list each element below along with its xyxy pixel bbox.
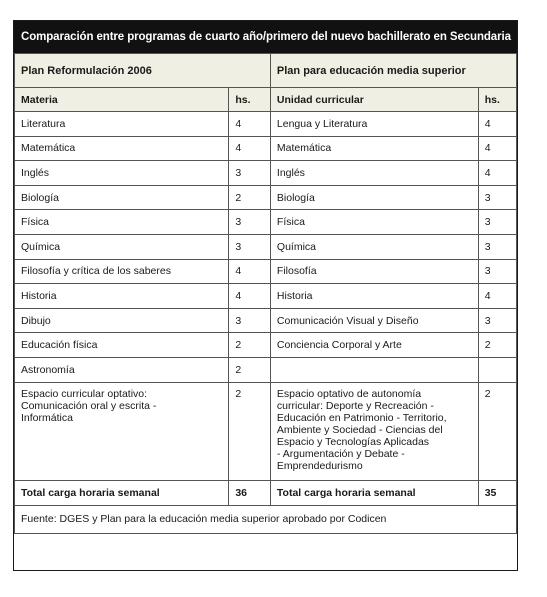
cell-unidad (270, 357, 478, 382)
cell-hours-right: 3 (478, 234, 516, 259)
cell-hours-left: 2 (229, 357, 271, 382)
table-row (15, 185, 517, 210)
optional-unidad-line: Espacio optativo de autonomía (276, 387, 422, 400)
cell-hours-right: 4 (478, 136, 516, 161)
table-row (15, 210, 517, 235)
cell-materia: Astronomía (15, 357, 229, 382)
optional-unidad-line: Educación en Patrimonio - Territorio, (276, 411, 447, 424)
total-left-label: Total carga horaria semanal (15, 480, 229, 505)
plan-header-row (15, 54, 517, 88)
table-title: Comparación entre programas de cuarto año/primero del nuevo bachillerato en Secundaria (14, 21, 517, 53)
cell-materia: Inglés (15, 161, 229, 186)
header-hours-left: hs. (229, 88, 271, 112)
optional-unidad-line: - Argumentación y Debate - (276, 447, 405, 460)
cell-hours-right: 2 (478, 333, 516, 358)
cell-hours-left: 2 (229, 382, 271, 480)
table-row (15, 136, 517, 161)
cell-unidad-optional (270, 382, 478, 480)
total-right-label: Total carga horaria semanal (270, 480, 478, 505)
optional-materia-line: Informática (21, 411, 73, 424)
cell-hours-right: 3 (478, 210, 516, 235)
cell-unidad: Matemática (270, 136, 478, 161)
cell-unidad: Filosofía (270, 259, 478, 284)
table-row (15, 259, 517, 284)
table-row (15, 357, 517, 382)
cell-materia: Educación física (15, 333, 229, 358)
cell-hours-left: 4 (229, 284, 271, 309)
comparison-table-frame (13, 20, 518, 571)
optional-unidad-line: curricular: Deporte y Recreación - (276, 399, 434, 412)
cell-unidad: Comunicación Visual y Diseño (270, 308, 478, 333)
cell-hours-right: 3 (478, 185, 516, 210)
cell-hours-right: 3 (478, 259, 516, 284)
table-row (15, 234, 517, 259)
cell-hours-left: 3 (229, 308, 271, 333)
cell-materia: Filosofía y crítica de los saberes (15, 259, 229, 284)
comparison-table (14, 53, 517, 534)
source-row (15, 505, 517, 533)
cell-unidad: Conciencia Corporal y Arte (270, 333, 478, 358)
optional-unidad-line: Emprendedurismo (276, 459, 363, 472)
header-hours-right: hs. (478, 88, 516, 112)
cell-materia: Literatura (15, 112, 229, 137)
cell-materia: Historia (15, 284, 229, 309)
cell-unidad: Inglés (270, 161, 478, 186)
cell-hours-left: 2 (229, 333, 271, 358)
cell-hours-right: 4 (478, 284, 516, 309)
cell-hours-right: 3 (478, 308, 516, 333)
header-materia: Materia (15, 88, 229, 112)
cell-materia: Dibujo (15, 308, 229, 333)
cell-hours-left: 3 (229, 234, 271, 259)
optional-materia-line: Espacio curricular optativo: (21, 387, 148, 400)
cell-materia: Química (15, 234, 229, 259)
cell-hours-right (478, 357, 516, 382)
cell-materia: Biología (15, 185, 229, 210)
cell-hours-left: 3 (229, 210, 271, 235)
cell-unidad: Historia (270, 284, 478, 309)
cell-hours-right: 4 (478, 161, 516, 186)
table-row (15, 284, 517, 309)
cell-hours-left: 4 (229, 259, 271, 284)
table-row (15, 308, 517, 333)
optional-unidad-line: Espacio y Tecnologías Aplicadas (276, 435, 430, 448)
totals-row (15, 480, 517, 505)
table-row (15, 112, 517, 137)
cell-hours-right: 4 (478, 112, 516, 137)
cell-materia: Matemática (15, 136, 229, 161)
cell-materia: Física (15, 210, 229, 235)
optional-space-row (15, 382, 517, 480)
total-left-value: 36 (229, 480, 271, 505)
plan-right-label: Plan para educación media superior (270, 54, 516, 88)
optional-unidad-line: Ambiente y Sociedad - Ciencias del (276, 423, 443, 436)
cell-materia-optional (15, 382, 229, 480)
table-row (15, 333, 517, 358)
cell-unidad: Química (270, 234, 478, 259)
cell-unidad: Física (270, 210, 478, 235)
plan-left-label: Plan Reformulación 2006 (15, 54, 271, 88)
cell-hours-right: 2 (478, 382, 516, 480)
cell-hours-left: 4 (229, 112, 271, 137)
total-right-value: 35 (478, 480, 516, 505)
column-header-row (15, 88, 517, 112)
table-row (15, 161, 517, 186)
cell-unidad: Lengua y Literatura (270, 112, 478, 137)
cell-hours-left: 2 (229, 185, 271, 210)
cell-unidad: Biología (270, 185, 478, 210)
header-unidad: Unidad curricular (270, 88, 478, 112)
source-note: Fuente: DGES y Plan para la educación media superior aprobado por Codicen (15, 505, 517, 533)
optional-materia-line: Comunicación oral y escrita - (21, 399, 157, 412)
cell-hours-left: 4 (229, 136, 271, 161)
cell-hours-left: 3 (229, 161, 271, 186)
